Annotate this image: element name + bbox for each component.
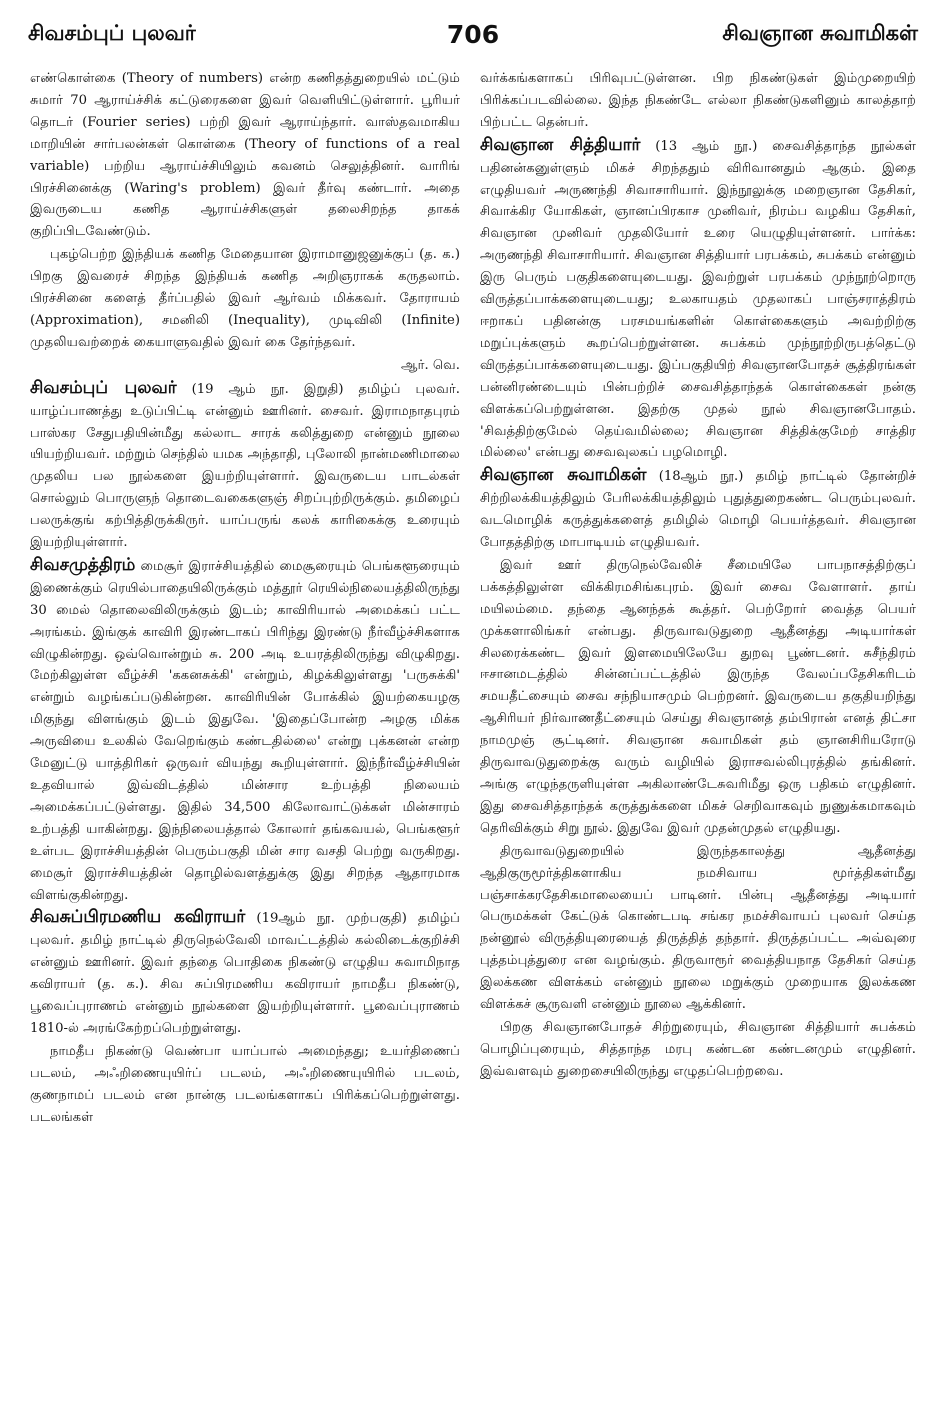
entry-body: (19 ஆம் நூ. இறுதி) தமிழ்ப் புலவர். யாழ்ப்பாணத்து உடுப்பிட்டி என்னும் ஊரினர். சைவர். இராமநாதபுரம் பாஸ்கர சேதுபதியின்மீது கல்லாட சாரக் கலித்துறை என்னும் நூலை யியற்றியவர். மற்றும் செந்தில் யமக அந்தாதி, புலோலி நான்மணிமாலை முதலிய பல நூல்களை இயற்றியுள்ளார். இவருடைய பாடல்கள் சொல்லும் பொருளுந் தொடைவகைகளுஞ் சிறப்புற்றிருக்கும். தமிழைப் பலருக்குங் கற்பித்திருக்கிருர். யாப்பருங் கலக் காரிகைக்கு உரையும் இயற்றியுள்ளார்.: [30, 381, 460, 551]
body-paragraph: இவர் ஊர் திருநெல்வேலிச் சீமையிலே பாபநாசத்திற்குப் பக்கத்திலுள்ள விக்கிரமசிங்கபுரம். இவர் சைவ வேளாளர். தாய் மயிலம்மை. தந்தை ஆனந்தக் கூத்தர். பெற்றோர் வைத்த பெயர் முக்களாலிங்கர் என்பது. திருவாவடுதுறை ஆதீனத்து அடியார்கள் சிலரைக்கண்ட இவர் இளமையிலேயே துறவு பூண்டனர். சுசீந்திரம் ஈசானமடத்தில் சின்னப்பட்டத்தில் இருந்த வேலப்பதேசிகரிடம் சமயதீட்சையும் சைவ சந்நியாசமும் பெற்றனர். இவருடைய தகுதியறிந்து ஆசிரியர் நிர்வாணதீட்சையும் செய்து சிவஞானத் தம்பிரான் எனத் திட்சா நாமமுஞ் சூட்டினர். சிவஞான சுவாமிகள் தம் ஞானசிரியரோடு திருவாவடுதுறைக்கு வரும் வழியில் இராசவல்லிபுரத்தில் தங்கினர். அங்கு எழுந்தருளியுள்ள அகிலாண்டேசுவரிமீது ஒரு பதிகம் எழுதினர். இது சைவசித்தாந்தக் கருத்துக்களை மிகச் செறிவாகவும் நுணுக்கமாகவும் தெரிவிக்கும் சிறு நூல். இதுவே இவர் முதன்முதல் எழுதியது.: [480, 557, 916, 836]
entry-headword: சிவஞான சித்தியார்: [480, 134, 641, 155]
body-paragraph: பிறகு சிவஞானபோதச் சிற்றுரையும், சிவஞான சித்தியார் சுபக்கம் பொழிப்புரையும், சித்தாந்த மரபு கண்டன கண்டனமும் எழுதினர். இவ்வளவும் துறைசையிலிருந்து எழுதப்பெற்றவை.: [480, 1019, 916, 1079]
entry-headword: சிவஞான சுவாமிகள்: [480, 465, 647, 486]
encyclopedia-entry: [480, 465, 916, 554]
body-paragraph: புகழ்பெற்ற இந்தியக் கணித மேதையான இராமானுஜனுக்குப் (த. க.) பிறகு இவரைச் சிறந்த இந்தியக் கணித அறிஞராகக் கருதலாம். பிரச்சினை களைத் தீர்ப்பதில் இவர் ஆர்வம் மிக்கவர். தோராயம் (Approximation), சமனிலி (Inequality), முடிவிலி (Infinite) முதலியவற்றைக் கையாளுவதில் இவர் கை தேர்ந்தவர்.: [30, 247, 460, 350]
author-signature: ஆர். வெ.: [400, 357, 460, 373]
body-paragraph: திருவாவடுதுறையில் இருந்தகாலத்து ஆதீனத்து ஆதிகுருமூர்த்திகளாகிய நமசிவாய மூர்த்திகள்மீது பஞ்சாக்கரதேசிகமாலையைப் பாடினர். பின்பு ஆதீனத்து அடியார் பெருமக்கள் கேட்டுக் கொண்டபடி சங்கர நமச்சிவாயப் புலவர் செய்த நன்னூல் விருத்தியுரையைத் திருத்தித் தந்தார். திருத்தப்பட்ட அவ்வுரை புத்தம்புத்துரை என வழங்கும். திருவாரூர் வைத்தியநாத தேசிகர் செய்த இலக்கண விளக்கம் என்னும் நூலை மறுக்கும் முறையாக இலக்கண விளக்கச் சூருவளி என்னும் நூலை ஆக்கினர்.: [480, 843, 916, 1013]
left-column: [30, 68, 460, 1413]
entry-headword: சிவசுப்பிரமணிய கவிராயர்: [30, 907, 246, 928]
entry-headword: சிவசமுத்திரம்: [30, 554, 136, 575]
encyclopedia-entry: [480, 135, 916, 465]
body-paragraph: நாமதீப நிகண்டு வெண்பா யாப்பால் அமைந்தது; உயர்திணைப் படலம், அஃறிணையுயிர்ப் படலம், அஃறிணையுயிரில் படலம், குணநாமப் படலம் என நான்கு படலங்களாகப் பிரிக்கப்பெற்றுள்ளது. படலங்கள்: [30, 1043, 460, 1125]
entry-body: மைசூர் இராச்சியத்தில் மைசூரையும் பெங்களூரையும் இணைக்கும் ரெயில்பாதையிலிருக்கும் மத்தூர் ரெயில்நிலையத்திலிருந்து 30 மைல் தொலைவிலிருக்கும் இடம்; காவிரியால் அமைக்கப் பட்ட அரங்கம். இங்குக் காவிரி இரண்டாகப் பிரிந்து இரண்டு நீர்வீழ்ச்சிகளாக விழுகின்றது. ஒவ்வொன்றும் சு. 200 அடி உயரத்திலிருந்து விழுகிறது. மேற்கிலுள்ள வீழ்ச்சி 'ககனசுக்கி' என்றும், கிழக்கிலுள்ளது 'பருசுக்கி' என்றும் வழங்கப்படுகின்றன. காவிரியின் போக்கில் இயற்கையழகு மிகுந்து விளங்கும் இடம் இதுவே. 'இதைப்போன்ற அழகு மிக்க அருவியை உலகில் வேறெங்கும் கண்டதில்லை' என்று புக்கனன் என்ற மேனுட்டு யாத்திரிகர் ஒருவர் வியந்து கூறியுள்ளார். இந்நீர்வீழ்ச்சியின் உதவியால் இவ்விடத்தில் மின்சார உற்பத்தி நிலையம் அமைக்கப்பட்டுள்ளது. இதில் 34,500 கிலோவாட்டுக்கள் மின்சாரம் உற்பத்தி யாகின்றது. இந்நிலையத்தால் கோலார் தங்கவயல், பெங்களூர் உள்பட இராச்சியத்தின் பெரும்பகுதி மின் சார வசதி பெற்று வருகிறது. மைசூர் இராச்சியத்தின் தொழில்வளத்துக்கு இது சிறந்த ஆதாரமாக விளங்குகின்றது.: [30, 558, 460, 903]
page-header: [28, 14, 918, 54]
entry-body: (19ஆம் நூ. முற்பகுதி) தமிழ்ப் புலவர். தமிழ் நாட்டில் திருநெல்வேலி மாவட்டத்தில் கல்லிடைக்குறிச்சி என்னும் ஊரினர். இவர் தந்தை பொதிகை நிகண்டு எழுதிய சுவாமிநாத கவிராயர் (த. க.). சிவ சுப்பிரமணிய கவிராயர் நாமதீப நிகண்டு, பூவைப்புராணம் என்னும் நூல்களை இயற்றியுள்ளார். பூவைப்புராணம் 1810-ல் அரங்கேற்றப்பெற்றுள்ளது.: [30, 911, 460, 1036]
running-head-right: சிவஞான சுவாமிகள்: [722, 20, 918, 45]
page-number: 706: [446, 19, 500, 49]
encyclopedia-entry: [30, 378, 460, 554]
right-column: [480, 68, 916, 1413]
entry-body: (18ஆம் நூ.) தமிழ் நாட்டில் தோன்றிச் சிற்றிலக்கியத்திலும் பேரிலக்கியத்திலும் புதுத்துறைகண்ட பெரும்புலவர். வடமொழிக் கருத்துக்களைத் தமிழில் மொழி பெயர்த்தவர். சிவஞான போதத்திற்கு மாபாடியம் எழுதியவர்.: [480, 469, 916, 551]
encyclopedia-entry: [30, 907, 460, 1039]
encyclopedia-entry: [30, 555, 460, 907]
running-head-left: சிவசம்புப் புலவர்: [28, 20, 196, 45]
body-paragraph: எண்கொள்கை (Theory of numbers) என்ற கணிதத்துறையில் மட்டும் சுமார் 70 ஆராய்ச்சிக் கட்டுரைகளை இவர் வெளியிட்டுள்ளார். பூரியர் தொடர் (Fourier series) பற்றி இவர் ஆராய்ந்தார். வாஸ்தவமாகிய மாறியின் சார்பலன்கள் கொள்கை (Theory of functions of a real variable) பற்றிய ஆராய்ச்சியிலும் கவனம் செலுத்தினர். வாரிங் பிரச்சினைக்கு (Waring's problem) இவர் தீர்வு கண்டார். அதை இவருடைய கணித ஆராய்ச்சிகளுள் தலைசிறந்த தாகக் குறிப்பிடவேண்டும்.: [30, 71, 460, 240]
body-paragraph: வர்க்கங்களாகப் பிரிவுபட்டுள்ளன. பிற நிகண்டுகள் இம்முறையிற் பிரிக்கப்படவில்லை. இந்த நிகண்டே எல்லா நிகண்டுகளினும் காலத்தாற் பிற்பட்ட தென்பர்.: [480, 71, 916, 130]
entry-headword: சிவசம்புப் புலவர்: [30, 377, 177, 398]
entry-body: (13 ஆம் நூ.) சைவசித்தாந்த நூல்கள் பதினன்கனுள்ளும் மிகச் சிறந்ததும் விரிவானதும் ஆகும். இதை எழுதியவர் அருணந்தி சிவாசாரியார். இந்நூலுக்கு மறைஞான தேசிகர், சிவாக்கிர யோகிகள், ஞானப்பிரகாச முனிவர், நிரம்ப வழகிய தேசிகர், சிவஞான முனிவர் முதலியோர் உரை யெழுதியுள்ளனர். பார்க்க: அருணந்தி சிவாசாரியார். சிவஞான சித்தியார் பரபக்கம், சுபக்கம் என்னும் இரு பெரும் பகுதிகளையுடையது. இவற்றுள் பரபக்கம் முந்நூற்றொரு விருத்தப்பாக்களையுடையது; உலகாயதம் முதலாகப் பாஞ்சராத்திரம் ஈறாகப் பதினன்கு பரசமயங்களின் கொள்கைகளும் அவற்றிற்கு மறுப்புக்களும் கூறப்பெற்றுள்ளன. சுபக்கம் முந்நூற்றிருபத்தெட்டு விருத்தப்பாக்களையுடையது. இப்பகுதியிற் சிவஞானபோதச் சூத்திரங்கள் பன்னிரண்டையும் பின்பற்றிச் சைவசித்தாந்தக் கொள்கைகள் நன்கு விளக்கப்பெற்றுள்ளன. இதற்கு முதல் நூல் சிவஞானபோதம். 'சிவத்திற்குமேல் தெய்வமில்லை; சிவஞான சித்திக்குமேற் சாத்திர மில்லை' என்பது சைவவுலகப் பழமொழி.: [480, 138, 916, 461]
